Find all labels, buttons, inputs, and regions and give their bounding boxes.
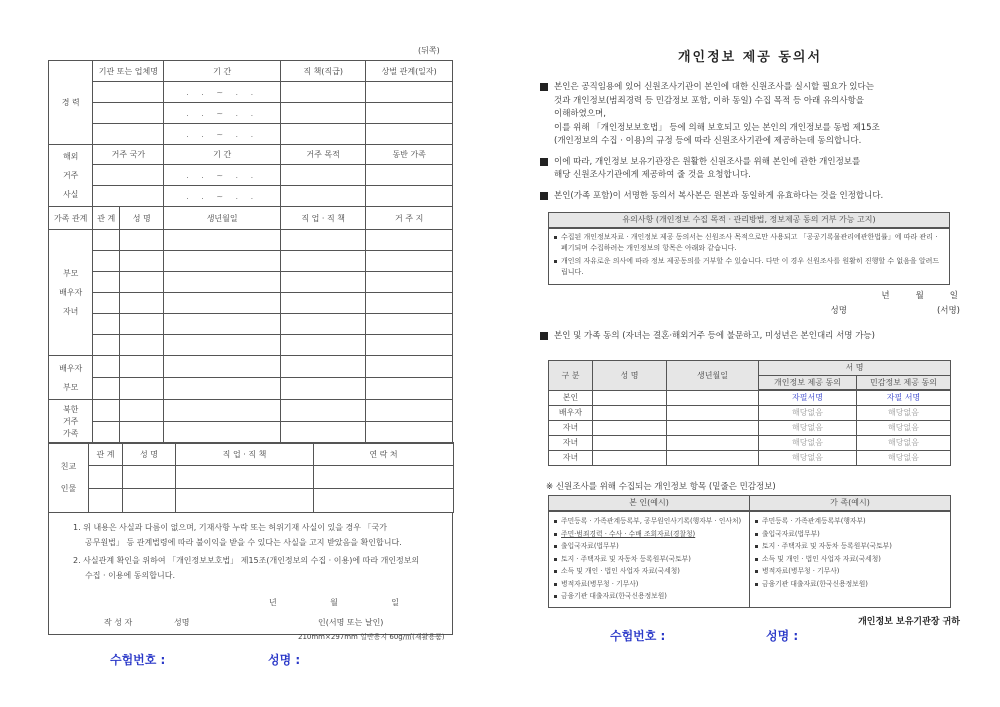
- self-items-list: [549, 511, 750, 607]
- notice-body: [549, 229, 949, 284]
- label-line: 가족: [62, 428, 79, 438]
- family-cell[interactable]: [93, 314, 120, 335]
- row-category: 자녀: [549, 420, 593, 435]
- exam-info-row: [540, 627, 960, 647]
- friends-table: [48, 442, 454, 513]
- sensitive-consent-signature[interactable]: 해당없음: [857, 450, 951, 465]
- personal-consent-signature[interactable]: 해당없음: [759, 435, 857, 450]
- notice-item: 수집된 개인정보자료 · 개인정보 제공 동의서는 신원조사 목적으로만 사용되고 「공공기록물관리에관한법률」에 따라 관리 · 폐기되며 수집하려는 개인정보의 항목은 아래와 같습니다.: [553, 232, 945, 254]
- writer-label: 작 성 자: [104, 618, 133, 627]
- consent-row: [549, 390, 951, 405]
- label-line: 친교: [60, 461, 77, 471]
- personal-consent-signature[interactable]: 해당없음: [759, 420, 857, 435]
- family-header-name: 성 명: [120, 207, 164, 230]
- text-line: 해당 신원조사기관에게 제공하여 줄 것을 요청합니다.: [554, 170, 751, 180]
- sensitive-consent-signature[interactable]: 해당없음: [857, 435, 951, 450]
- declaration-notes: [48, 512, 453, 635]
- overseas-purpose-field[interactable]: [280, 186, 365, 207]
- item: 주민등록 · 가족관계등록부, 공무원인사기록(행자부 · 인사처): [553, 515, 745, 528]
- family-cell[interactable]: [366, 251, 453, 272]
- family-cell[interactable]: [93, 335, 120, 356]
- family-cell[interactable]: [120, 272, 164, 293]
- family-group-north-korea: [49, 400, 93, 444]
- family-cell[interactable]: [280, 230, 365, 251]
- career-header-period: 기 간: [164, 61, 281, 82]
- text-line: 본인 및 가족 동의 (자녀는 결혼·해외거주 등에 불문하고, 미성년은 본인대리 서명 가능): [554, 331, 875, 341]
- overseas-section-label: [49, 145, 93, 207]
- overseas-country-field[interactable]: [93, 165, 164, 186]
- header-birth: 생년월일: [667, 360, 759, 390]
- family-cell[interactable]: [366, 314, 453, 335]
- item: 출입국자료(법무부): [754, 528, 946, 541]
- career-position-field[interactable]: [280, 103, 365, 124]
- note-line: 2. 사실관계 확인을 위하여 「개인정보보호법」 제15조(개인정보의 수집 · 이용)에 따라 개인정보의: [73, 556, 420, 565]
- row-category: 배우자: [549, 405, 593, 420]
- birth-field[interactable]: [667, 450, 759, 465]
- square-bullet-icon: [540, 332, 548, 340]
- overseas-family-field[interactable]: [366, 186, 453, 207]
- friends-cell[interactable]: [176, 489, 314, 513]
- family-cell[interactable]: [93, 378, 120, 400]
- square-bullet-icon: [540, 158, 548, 166]
- exam-name-label: 성명 :: [268, 653, 301, 667]
- consent-statement-2: [540, 156, 960, 183]
- career-header-position: 직 책(직급): [280, 61, 365, 82]
- family-cell[interactable]: [93, 293, 120, 314]
- family-group-spouse-parents: [49, 356, 93, 400]
- family-cell[interactable]: [280, 335, 365, 356]
- label-line: 부모: [62, 382, 79, 392]
- family-cell[interactable]: [93, 272, 120, 293]
- text-line: 이를 위해 「개인정보보호법」 등에 의해 보호되고 있는 본인의 개인정보를 동법 제15조: [554, 122, 880, 133]
- career-period-field[interactable]: . . ~ . .: [164, 82, 281, 103]
- note-item-2: [73, 553, 440, 583]
- note-line: 1. 위 내용은 사실과 다름이 없으며, 기재사항 누락 또는 허위기재 사실이 있을 경우 「국가: [73, 523, 387, 532]
- row-category: 자녀: [549, 450, 593, 465]
- friends-cell[interactable]: [314, 489, 454, 513]
- overseas-period-field[interactable]: . . ~ . .: [164, 186, 281, 207]
- friends-cell[interactable]: [89, 466, 123, 489]
- overseas-header-family: 동반 가족: [366, 145, 453, 165]
- notice-box: [548, 212, 950, 285]
- square-bullet-icon: [540, 192, 548, 200]
- sign-label[interactable]: (서명): [936, 306, 960, 316]
- label-line: 거주: [62, 171, 79, 180]
- header-sensitive-consent: 민감정보 제공 동의: [857, 375, 951, 390]
- header-category: 구 분: [549, 360, 593, 390]
- back-side-label: (뒤쪽): [418, 46, 440, 55]
- note-line: 수집 · 이용에 동의합니다.: [85, 571, 175, 580]
- label-line: 거주: [62, 416, 79, 426]
- paper-spec-note: 210mm×297mm 일반용지 60g/㎡(재활용품): [298, 633, 445, 641]
- header-personal-consent: 개인정보 제공 동의: [759, 375, 857, 390]
- friends-header-relation: 관 계: [89, 443, 123, 466]
- friends-section-label: [49, 443, 89, 513]
- collected-items-heading: ※ 신원조사를 위해 수집되는 개인정보 항목 (밑줄은 민감정보): [546, 481, 776, 492]
- career-period-field[interactable]: . . ~ . .: [164, 103, 281, 124]
- family-cell[interactable]: [366, 293, 453, 314]
- family-cell[interactable]: [164, 400, 281, 422]
- writer-signature-row: [104, 617, 383, 628]
- sign-date: [269, 597, 399, 608]
- career-award-field[interactable]: [366, 103, 453, 124]
- family-cell[interactable]: [280, 378, 365, 400]
- friends-header-contact: 연 락 처: [314, 443, 454, 466]
- family-cell[interactable]: [120, 335, 164, 356]
- note-item-1: [73, 520, 440, 550]
- day-label: 일: [949, 291, 958, 301]
- family-cell[interactable]: [280, 422, 365, 444]
- family-cell[interactable]: [164, 251, 281, 272]
- friends-header-name: 성 명: [123, 443, 176, 466]
- birth-field[interactable]: [667, 390, 759, 405]
- notice-header: 유의사항 (개인정보 수집 목적 · 관리방법, 정보제공 동의 거부 가능 고지): [549, 213, 949, 229]
- label-line: 부모: [62, 269, 79, 278]
- family-cell[interactable]: [366, 272, 453, 293]
- family-cell[interactable]: [120, 293, 164, 314]
- item: 금융기관 대출자료(한국신용정보원): [754, 578, 946, 591]
- document-title: 개인정보 제공 동의서: [677, 50, 823, 65]
- family-cell[interactable]: [164, 422, 281, 444]
- family-cell[interactable]: [280, 356, 365, 378]
- family-cell[interactable]: [120, 230, 164, 251]
- family-items-header: 가 족(예시): [750, 495, 951, 511]
- family-cell[interactable]: [280, 293, 365, 314]
- career-org-field[interactable]: [93, 82, 164, 103]
- item: 주민등록 · 가족관계등록부(행자부): [754, 515, 946, 528]
- item: 금융기관 대출자료(한국신용정보원): [553, 590, 745, 603]
- label-line: 해외: [62, 152, 79, 161]
- consent-row: [549, 405, 951, 420]
- family-cell[interactable]: [366, 356, 453, 378]
- family-cell[interactable]: [280, 272, 365, 293]
- family-cell[interactable]: [164, 230, 281, 251]
- friends-cell[interactable]: [123, 489, 176, 513]
- career-award-field[interactable]: [366, 124, 453, 145]
- career-award-field[interactable]: [366, 82, 453, 103]
- item: 토지 · 주택자료 및 자동차 등록원부(국토부): [553, 553, 745, 566]
- family-relation-header: 가족 관계: [49, 207, 93, 230]
- consent-family-heading: [540, 330, 960, 344]
- label-line: 사실: [62, 190, 79, 199]
- year-label: 년: [269, 598, 277, 607]
- sensitive-consent-signature[interactable]: 해당없음: [857, 420, 951, 435]
- overseas-period-field[interactable]: . . ~ . .: [164, 165, 281, 186]
- family-cell[interactable]: [120, 400, 164, 422]
- name-field[interactable]: [593, 450, 667, 465]
- consent-row: [549, 420, 951, 435]
- exam-number-label: 수험번호 :: [110, 653, 166, 667]
- birth-field[interactable]: [667, 420, 759, 435]
- notice-item: 개인의 자유로운 의사에 따라 정보 제공동의를 거부할 수 있습니다. 다만 이 경우 신원조사를 원활히 진행할 수 없음을 알려드립니다.: [553, 256, 945, 278]
- text-line: 본인은 공직임용에 있어 신원조사기관이 본인에 대한 신원조사를 실시할 필요가 있다는: [554, 82, 874, 92]
- family-cell[interactable]: [366, 378, 453, 400]
- label-line: 자녀: [62, 307, 79, 316]
- month-label: 월: [330, 598, 338, 607]
- item: 소득 및 개인 · 법인 사업자 자료(국세청): [553, 565, 745, 578]
- exam-number-label: 수험번호 :: [610, 628, 666, 643]
- sensitive-consent-signature[interactable]: 자필 서명: [857, 390, 951, 405]
- header-name: 성 명: [593, 360, 667, 390]
- family-cell[interactable]: [164, 378, 281, 400]
- family-cell[interactable]: [366, 335, 453, 356]
- overseas-header-country: 거주 국가: [93, 145, 164, 165]
- exam-name-label: 성명 :: [766, 628, 799, 643]
- row-category: 본인: [549, 390, 593, 405]
- birth-field[interactable]: [667, 435, 759, 450]
- item: 출입국자료(법무부): [553, 540, 745, 553]
- overseas-header-purpose: 거주 목적: [280, 145, 365, 165]
- personal-consent-signature[interactable]: 해당없음: [759, 450, 857, 465]
- career-header-award: 상벌 관계(일자): [366, 61, 453, 82]
- friends-cell[interactable]: [176, 466, 314, 489]
- career-section-label: 경 력: [49, 61, 93, 145]
- personal-history-table: [48, 60, 453, 444]
- notice-sign-row: [540, 304, 960, 316]
- family-cell[interactable]: [280, 400, 365, 422]
- name-field[interactable]: [593, 435, 667, 450]
- family-cell[interactable]: [93, 251, 120, 272]
- name-label: 성명: [174, 618, 190, 627]
- square-bullet-icon: [540, 83, 548, 91]
- name-field[interactable]: [593, 390, 667, 405]
- consent-row: [549, 435, 951, 450]
- family-header-job: 직 업 · 직 책: [280, 207, 365, 230]
- family-cell[interactable]: [280, 251, 365, 272]
- family-cell[interactable]: [366, 422, 453, 444]
- family-cell[interactable]: [366, 400, 453, 422]
- text-line: 이에 따라, 개인정보 보유기관장은 원활한 신원조사를 위해 본인에 관한 개인정보를: [554, 156, 861, 167]
- family-cell[interactable]: [93, 400, 120, 422]
- family-cell[interactable]: [120, 251, 164, 272]
- family-cell[interactable]: [366, 230, 453, 251]
- family-group-parents-spouse-children: [49, 230, 93, 356]
- career-org-field[interactable]: [93, 103, 164, 124]
- addressee: 개인정보 보유기관장 귀하: [858, 616, 960, 627]
- friends-cell[interactable]: [314, 466, 454, 489]
- consent-statement-3: [540, 190, 960, 204]
- item: 병적자료(병무청 · 기무사): [553, 578, 745, 591]
- text-line: 것과 개인정보(범죄경력 등 민감정보 포함, 이하 동일) 수집 목적 등 아래 유의사항을: [554, 95, 865, 106]
- family-header-address: 거 주 지: [366, 207, 453, 230]
- row-category: 자녀: [549, 435, 593, 450]
- month-label: 월: [915, 291, 924, 301]
- consent-row: [549, 450, 951, 465]
- text-line: (개인정보의 수집 · 이용)의 규정 등에 따라 신원조사기관에 제공하는데 동의합니다.: [554, 136, 862, 146]
- overseas-header-period: 기 간: [164, 145, 281, 165]
- family-cell[interactable]: [120, 422, 164, 444]
- overseas-purpose-field[interactable]: [280, 165, 365, 186]
- family-cell[interactable]: [164, 356, 281, 378]
- item: 병적자료(병무청 · 기무사): [754, 565, 946, 578]
- family-cell[interactable]: [120, 314, 164, 335]
- collected-items-table: [548, 495, 951, 608]
- friends-cell[interactable]: [89, 489, 123, 513]
- name-label: 성명: [830, 306, 847, 316]
- label-line: 북한: [62, 404, 79, 414]
- career-period-field[interactable]: . . ~ . .: [164, 124, 281, 145]
- text-line: 이해하였으며,: [554, 109, 606, 119]
- item-sensitive: 주민·범죄경력 · 수사 · 수배 조회자료(경찰청): [553, 528, 745, 541]
- self-items-header: 본 인(예시): [549, 495, 750, 511]
- birth-field[interactable]: [667, 405, 759, 420]
- career-position-field[interactable]: [280, 124, 365, 145]
- family-header-birth: 생년월일: [164, 207, 281, 230]
- item: 소득 및 개인 · 법인 사업자 자료(국세청): [754, 553, 946, 566]
- family-cell[interactable]: [164, 335, 281, 356]
- notice-sign-date: [540, 289, 960, 301]
- family-cell[interactable]: [164, 314, 281, 335]
- note-line: 공무원법」 등 관계법령에 따라 불이익을 받을 수 있다는 사실을 고지 받았음을 확인합니다.: [85, 538, 402, 547]
- family-cell[interactable]: [164, 272, 281, 293]
- friends-header-job: 직 업 · 직 책: [176, 443, 314, 466]
- name-field[interactable]: [593, 405, 667, 420]
- career-org-field[interactable]: [93, 124, 164, 145]
- family-items-list: [750, 511, 951, 607]
- right-page: [540, 40, 960, 647]
- label-line: 인물: [60, 483, 77, 493]
- family-cell[interactable]: [120, 356, 164, 378]
- name-field[interactable]: [593, 420, 667, 435]
- label-line: 배우자: [59, 288, 83, 297]
- friends-cell[interactable]: [123, 466, 176, 489]
- career-position-field[interactable]: [280, 82, 365, 103]
- family-cell[interactable]: [93, 230, 120, 251]
- personal-consent-signature[interactable]: 자필서명: [759, 390, 857, 405]
- family-cell[interactable]: [93, 356, 120, 378]
- overseas-country-field[interactable]: [93, 186, 164, 207]
- item: 토지 · 주택자료 및 자동차 등록원부(국토부): [754, 540, 946, 553]
- family-cell[interactable]: [120, 378, 164, 400]
- day-label: 일: [391, 598, 399, 607]
- year-label: 년: [881, 291, 890, 301]
- overseas-family-field[interactable]: [366, 165, 453, 186]
- seal-label[interactable]: 인(서명 또는 날인): [318, 618, 384, 627]
- family-cell[interactable]: [280, 314, 365, 335]
- text-line: 본인(가족 포함)이 서명한 동의서 복사본은 원본과 동일하게 유효하다는 것을 인정합니다.: [554, 190, 884, 201]
- sensitive-consent-signature[interactable]: 해당없음: [857, 405, 951, 420]
- career-header-org: 기관 또는 업체명: [93, 61, 164, 82]
- label-line: 배우자: [59, 363, 83, 373]
- header-signature: 서 명: [759, 360, 951, 375]
- family-cell[interactable]: [93, 422, 120, 444]
- personal-consent-signature[interactable]: 해당없음: [759, 405, 857, 420]
- family-cell[interactable]: [164, 293, 281, 314]
- consent-signature-table: [548, 360, 951, 466]
- consent-statement-1: [540, 81, 960, 149]
- family-header-relation: 관 계: [93, 207, 120, 230]
